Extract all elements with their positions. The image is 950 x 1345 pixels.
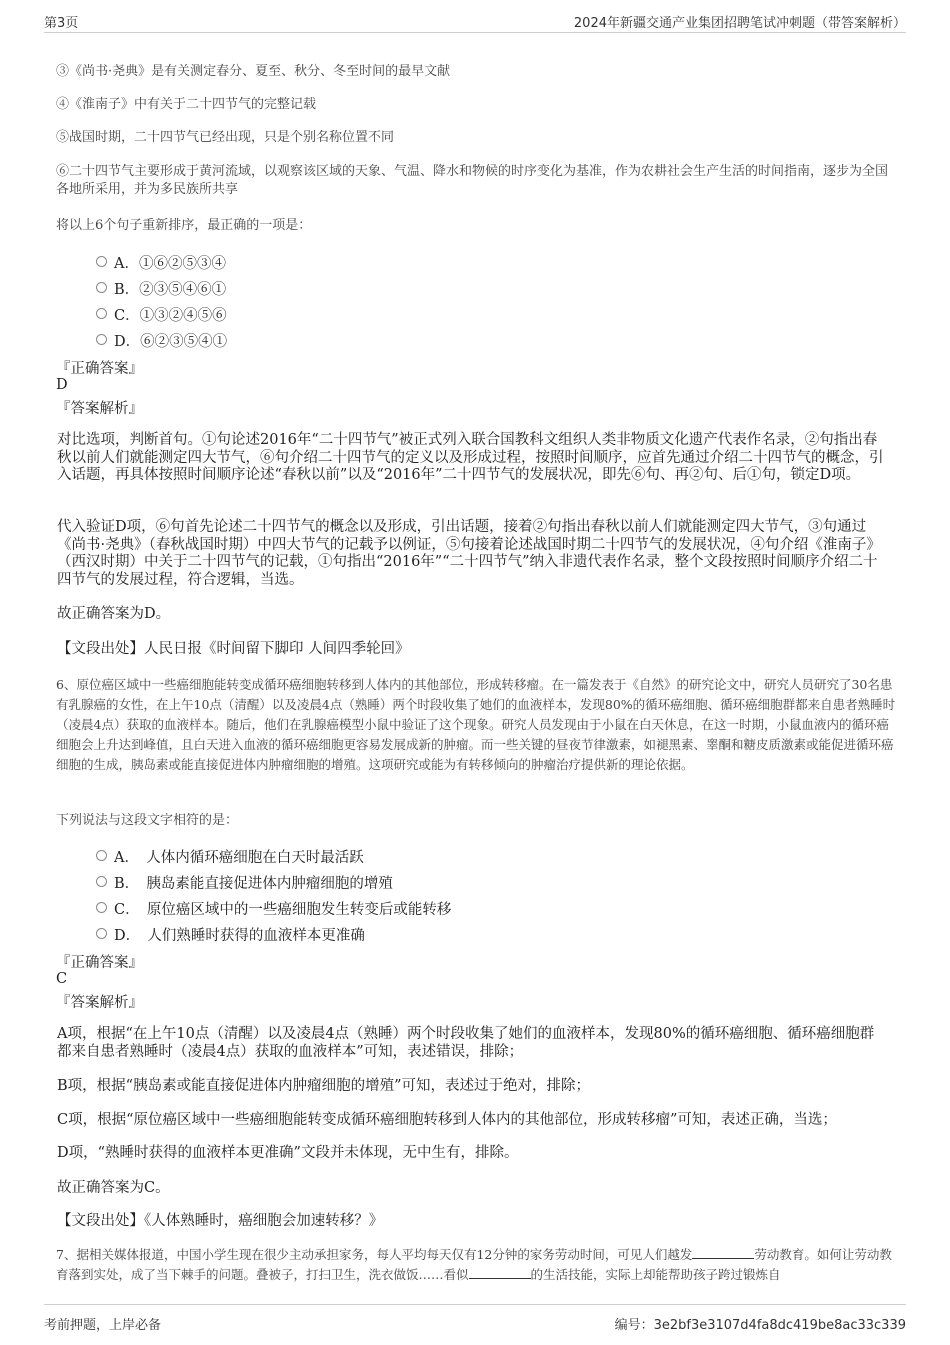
radio-button[interactable] (96, 902, 107, 913)
radio-button[interactable] (96, 308, 107, 319)
option-text: A．①⑥②⑤③④ (114, 256, 226, 272)
q7-blank-2[interactable] (469, 1266, 531, 1279)
q6-analysis-a: A项，根据“在上午10点（清醒）以及凌晨4点（熟睡）两个时段收集了她们的血液样本，发现80%的循环癌细胞、循环癌细胞群都来自患者熟睡时（凌晨4点）获取的血液样本”可知，表述错误，排除； (57, 1026, 875, 1060)
q5-answer-label: 『正确答案』 (56, 361, 143, 377)
radio-button[interactable] (96, 876, 107, 887)
q5-analysis-label: 『答案解析』 (56, 401, 143, 417)
q5-prompt: 将以上6个句子重新排序，最正确的一项是： (56, 218, 312, 233)
page-number: 第3页 (44, 16, 79, 31)
option-text: B． 胰岛素能直接促进体内肿瘤细胞的增殖 (114, 876, 393, 892)
option-text: A． 人体内循环癌细胞在白天时最活跃 (114, 850, 364, 866)
q7-blank-1[interactable] (692, 1246, 754, 1259)
q6-prompt: 下列说法与这段文字相符的是： (56, 813, 239, 828)
q6-analysis-b: B项，根据“胰岛素或能直接促进体内肿瘤细胞的增殖”可知，表述过于绝对，排除； (57, 1078, 590, 1094)
radio-button[interactable] (96, 282, 107, 293)
q5-statement-5: ⑤战国时期，二十四节气已经出现，只是个别名称位置不同 (56, 130, 395, 145)
q6-conclusion: 故正确答案为C。 (57, 1180, 170, 1196)
q7-text-2: 劳动教育。如何让劳动教育落到实处，成了当下棘手的问题。叠被子，打扫卫生，洗衣做饭……看似 (56, 1247, 892, 1282)
q5-answer: D (56, 377, 68, 393)
q5-analysis-para-1: 对比选项，判断首句。①句论述2016年“二十四节气”被正式列入联合国教科文组织人类非物质文化遗产代表作名录，②句指出春秋以前人们就能测定四大节气，⑥句介绍二十四节气的定义以及形成过程，按照时间顺序，应首先通过介绍二十四节气的概念，引入话题，再具体按照时间顺序论述“春秋以前”以及“2016年”二十四节气的发展状况，即先⑥句、再②句、后①句，锁定D项。 (57, 432, 884, 483)
radio-button[interactable] (96, 256, 107, 267)
radio-button[interactable] (96, 334, 107, 345)
q5-source: 【文段出处】人民日报《时间留下脚印 人间四季轮回》 (57, 641, 410, 657)
option-text: D． 人们熟睡时获得的血液样本更准确 (114, 928, 365, 944)
q6-analysis-d: D项，“熟睡时获得的血液样本更准确”文段并未体现，无中生有，排除。 (57, 1145, 519, 1161)
q6-analysis-label: 『答案解析』 (56, 995, 143, 1011)
q6-answer-label: 『正确答案』 (56, 955, 143, 971)
option-text: C．①③②④⑤⑥ (114, 308, 227, 324)
q5-statement-3: ③《尚书·尧典》是有关测定春分、夏至、秋分、冬至时间的最早文献 (56, 64, 451, 79)
q6-stem: 6、原位癌区域中一些癌细胞能转变成循环癌细胞转移到人体内的其他部位，形成转移瘤。在一篇发表于《自然》的研究论文中，研究人员研究了30名患有乳腺癌的女性，在上午10点（清醒）以及凌晨4点（熟睡）两个时段收集了她们的血液样本，发现80%的循环癌细胞、循环癌细胞群都来自患者熟睡时（凌晨4点）获取的血液样本。随后，他们在乳腺癌模型小鼠中验证了这个现象。研究人员发现由于小鼠在白天休息，在这一时期，小鼠血液内的循环癌细胞会上升达到峰值，且白天进入血液的循环癌细胞更容易发展成新的肿瘤。而一些关键的昼夜节律激素，如褪黑素、睾酮和糖皮质激素或能促进循环癌细胞的生成，胰岛素或能直接促进体内肿瘤细胞的增殖。这项研究或能为有转移倾向的肿瘤治疗提供新的理论依据。 (56, 677, 896, 772)
document-id: 编号：3e2bf3e3107d4fa8dc419be8ac33c339 (614, 1318, 906, 1333)
q6-analysis-c: C项，根据“原位癌区域中一些癌细胞能转变成循环癌细胞转移到人体内的其他部位，形成转移瘤”可知，表述正确，当选； (57, 1112, 837, 1128)
q5-statement-6: ⑥二十四节气主要形成于黄河流域，以观察该区域的天象、气温、降水和物候的时序变化为基准，作为农耕社会生产生活的时间指南，逐步为全国各地所采用，并为多民族所共享 (56, 164, 889, 197)
footer-slogan: 考前押题，上岸必备 (44, 1318, 162, 1333)
radio-button[interactable] (96, 928, 107, 939)
radio-button[interactable] (96, 850, 107, 861)
q5-statement-4: ④《淮南子》中有关于二十四节气的完整记载 (56, 97, 317, 112)
q6-source: 【文段出处】《人体熟睡时，癌细胞会加速转移？》 (57, 1213, 384, 1229)
option-text: B．②③⑤④⑥① (114, 282, 227, 298)
option-text: D．⑥②③⑤④① (114, 334, 228, 350)
page-footer (44, 1304, 906, 1345)
q7-text-1: 7、据相关媒体报道，中国小学生现在很少主动承担家务，每人平均每天仅有12分钟的家务劳动时间，可见人们越发 (56, 1247, 693, 1262)
q7-text-3: 的生活技能，实际上却能帮助孩子跨过锻炼自 (530, 1267, 781, 1282)
q5-conclusion: 故正确答案为D。 (57, 606, 171, 622)
option-text: C． 原位癌区域中的一些癌细胞发生转变后或能转移 (114, 902, 452, 918)
page-header (44, 10, 906, 33)
q6-answer: C (56, 971, 68, 987)
q7-stem (56, 1245, 901, 1285)
document-title: 2024年新疆交通产业集团招聘笔试冲刺题（带答案解析） (573, 16, 906, 31)
q5-analysis-para-2: 代入验证D项，⑥句首先论述二十四节气的概念以及形成，引出话题，接着②句指出春秋以前人们就能测定四大节气，③句通过《尚书·尧典》（春秋战国时期）中四大节气的记载予以例证，⑤句接着论述战国时期二十四节气的发展状况，④句介绍《淮南子》（西汉时期）中关于二十四节气的记载，①句指出“2016年”“二十四节气”纳入非遗代表作名录，整个文段按照时间顺序介绍二十四节气的发展过程，符合逻辑，当选。 (57, 519, 881, 588)
